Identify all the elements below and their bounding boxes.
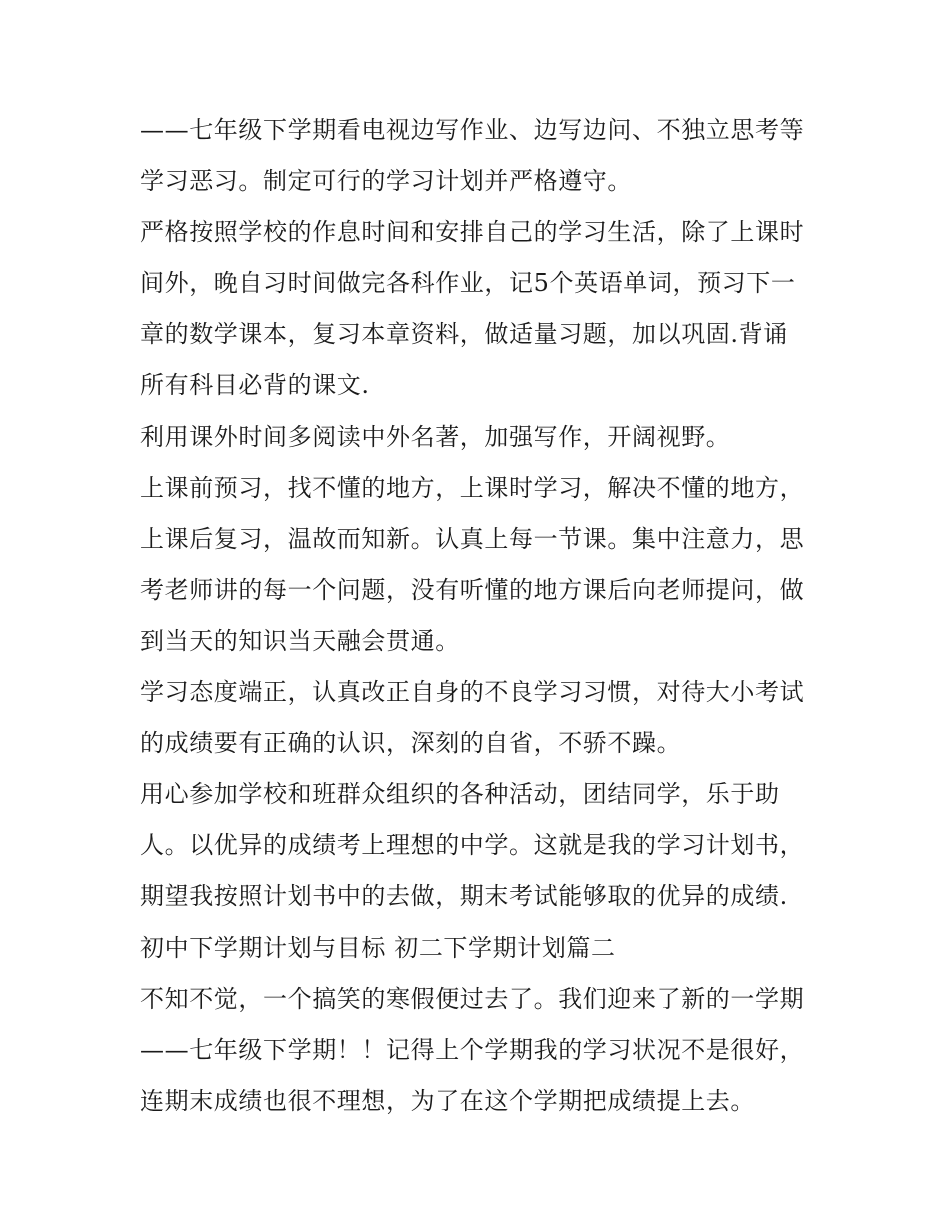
text-line: 不知不觉，一个搞笑的寒假便过去了。我们迎来了新的一学期 [140,984,805,1013]
text-line: 利用课外时间多阅读中外名著，加强写作，开阔视野。 [140,422,731,451]
text-line: 期望我按照计划书中的去做，期末考试能够取的优异的成绩. [140,882,788,911]
text-line: 严格按照学校的作息时间和安排自己的学习生活，除了上课时 [140,218,805,247]
text-line: 的成绩要有正确的认识，深刻的自省，不骄不躁。 [140,729,682,758]
text-line: 学习恶习。制定可行的学习计划并严格遵守。 [140,167,632,196]
text-line: 考老师讲的每一个问题，没有听懂的地方课后向老师提问，做 [140,575,805,604]
text-line: 上课前预习，找不懂的地方，上课时学习，解决不懂的地方， [140,473,805,502]
text-line: 用心参加学校和班群众组织的各种活动，团结同学，乐于助 [140,780,780,809]
text-line: 到当天的知识当天融会贯通。 [140,626,460,655]
text-line: 所有科目必背的课文. [140,371,370,400]
section-heading: 初中下学期计划与目标 初二下学期计划篇二 [140,933,616,962]
text-line: 章的数学课本，复习本章资料，做适量习题，加以巩固.背诵 [140,320,788,349]
text-line: ——七年级下学期看电视边写作业、边写边问、不独立思考等 [140,116,805,144]
text-line: 人。以优异的成绩考上理想的中学。这就是我的学习计划书， [140,831,805,860]
text-line: 间外，晚自习时间做完各科作业，记5个英语单词，预习下一 [140,269,796,298]
text-line: 连期末成绩也很不理想，为了在这个学期把成绩提上去。 [140,1086,755,1115]
document-body [140,105,830,1127]
text-line: ——七年级下学期！！记得上个学期我的学习状况不是很好， [140,1035,805,1064]
text-line: 学习态度端正，认真改正自身的不良学习习惯，对待大小考试 [140,678,805,707]
text-line: 上课后复习，温故而知新。认真上每一节课。集中注意力，思 [140,524,805,553]
